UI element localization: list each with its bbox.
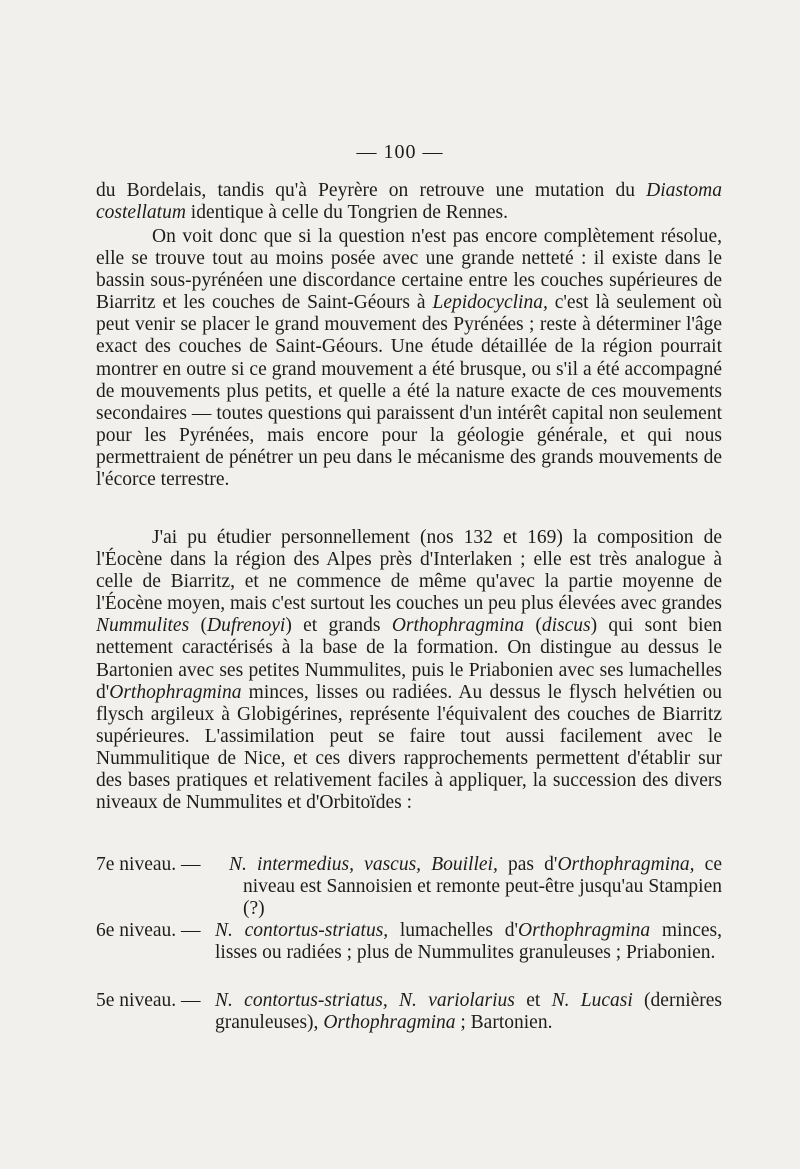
paragraph-3 bbox=[96, 527, 722, 814]
text-run: minces, lisses ou radiées ; plus de Nummulites granuleuses ; Priabonien. bbox=[215, 920, 722, 964]
text-run: pas d' bbox=[497, 854, 558, 875]
text-run: On voit donc que si la question n'est pas encore complètement résolue, elle se trouve tout au moins posée avec une grande netteté : il existe dans le bassin sous-pyrénéen une discordance certaine entre les couches supérieures de Biarritz et les couches de Saint-Géours à bbox=[96, 226, 722, 314]
text-run: N. intermedius, vascus, Bouillei, bbox=[229, 854, 498, 875]
level-6-text bbox=[215, 920, 722, 964]
text-run: N. Lucasi bbox=[551, 990, 633, 1011]
text-run: Dufrenoyi bbox=[206, 615, 286, 637]
text-run: J'ai pu étudier personnellement (nos 132 et 169) la composition de l'Éocène dans la région des Alpes près d'Interlaken ; elle est très analogue à celle de Biarritz, et ne commence de même qu'avec la partie moyenne de l'Éocène moyen, mais c'est surtout les couches un peu plus élevées avec grandes bbox=[96, 527, 722, 615]
text-run: N. contortus-striatus, bbox=[215, 920, 389, 941]
text-run: identique à celle du Tongrien de Rennes. bbox=[185, 202, 508, 224]
paragraph-2 bbox=[96, 226, 722, 491]
text-run: ( bbox=[189, 615, 207, 637]
text-run: Diastoma costellatum bbox=[96, 180, 722, 224]
level-6-label: 6e niveau. — bbox=[96, 920, 201, 941]
text-run: ) qui sont bien nettement caractérisés à la base de la formation. On distingue au dessus le Bartonien avec ses petites Nummulites, puis le Priabonien avec ses lumachelles d' bbox=[96, 615, 723, 703]
text-run: lumachelles d' bbox=[388, 920, 518, 941]
text-run: Lepidocyclina, bbox=[432, 292, 548, 314]
text-run: ) et grands bbox=[285, 615, 392, 637]
text-run: Nummulites bbox=[96, 615, 190, 637]
text-run: Orthophragmina bbox=[391, 615, 525, 637]
text-run: du Bordelais, tandis qu'à Peyrère on retrouve une mutation du bbox=[96, 180, 647, 201]
text-run: Orthophragmina bbox=[323, 1012, 456, 1034]
paragraph-1 bbox=[96, 180, 722, 224]
level-6-entry bbox=[96, 920, 722, 964]
text-run: minces, lisses ou radiées. Au dessus le flysch helvétien ou flysch argileux à Globigérines, représente l'équivalent des couches de Biarritz supérieures. L'assimilation peut se faire tout aussi facilement avec le Nummulitique de Nice, et ces divers rapprochements permettent d'établir sur des bases pratiques et relativement faciles à appliquer, la succession des divers niveaux de Nummulites et d'Orbitoïdes : bbox=[96, 681, 722, 814]
page-number: — 100 — bbox=[356, 141, 444, 163]
level-7-label: 7e niveau. — bbox=[96, 854, 201, 875]
text-run: discus bbox=[541, 615, 591, 637]
text-run: Orthophragmina, bbox=[557, 854, 695, 875]
text-run: ce niveau est Sannoisien et remonte peut-être jusqu'au Stampien (?) bbox=[243, 854, 722, 920]
level-5-text bbox=[215, 990, 722, 1034]
text-run: ; Bartonien. bbox=[455, 1012, 553, 1034]
text-run: ( bbox=[524, 615, 542, 637]
text-run: et bbox=[514, 990, 552, 1011]
text-run: N. contortus-striatus, N. variolarius bbox=[215, 990, 515, 1011]
level-7-entry bbox=[96, 854, 722, 920]
text-run: c'est là seulement où peut venir se placer le grand mouvement des Pyrénées ; reste à déterminer l'âge exact des couches de Saint-Géours. Une étude détaillée de la région pourrait montrer en outre si ce grand mouvement a été brusque, ou s'il a été accompagné de mouvements plus petits, et quelle a été la nature exacte de ces mouvements secondaires — toutes questions qui paraissent d'un intérêt capital non seulement pour les Pyrénées, mais encore pour la géologie générale, et qui nous permettraient de pénétrer un peu dans le mécanisme des grands mouvements de l'écorce terrestre. bbox=[96, 292, 722, 491]
level-5-label: 5e niveau. — bbox=[96, 990, 201, 1011]
text-run: Orthophragmina bbox=[109, 681, 242, 703]
text-run: (dernières granuleuses), bbox=[215, 990, 722, 1034]
text-run: Orthophragmina bbox=[517, 920, 651, 941]
level-7-text bbox=[229, 854, 722, 920]
level-5-entry bbox=[96, 990, 722, 1034]
